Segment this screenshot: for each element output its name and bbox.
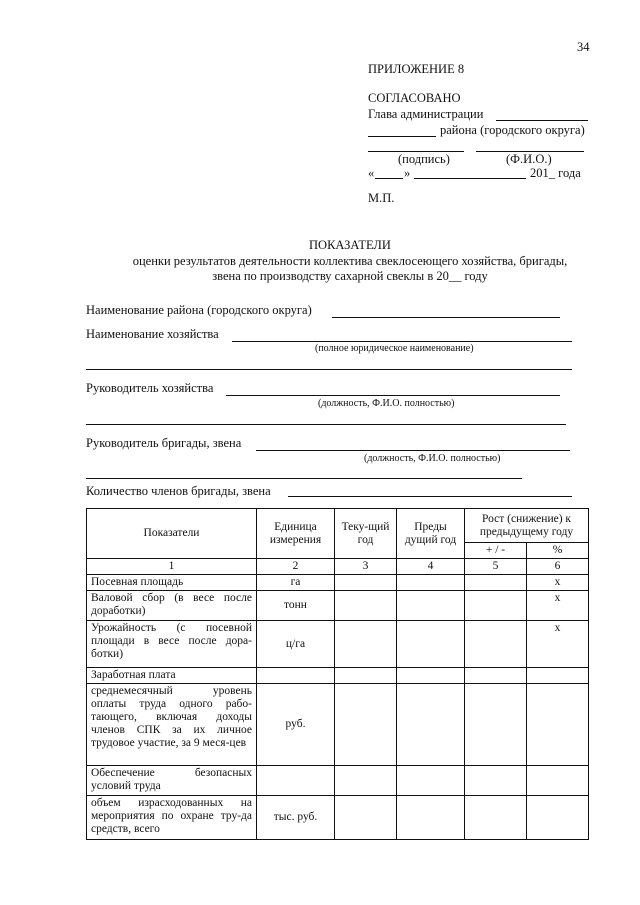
- row-wages-label: Заработная плата: [87, 668, 257, 684]
- members-count-field[interactable]: [288, 496, 572, 497]
- cell-growth[interactable]: [465, 621, 527, 668]
- page-number: 34: [577, 40, 590, 54]
- row-yield-pct: х: [527, 621, 589, 668]
- cell-current[interactable]: [335, 621, 397, 668]
- col-number-2: 2: [257, 559, 335, 575]
- date-close-quote: »: [404, 166, 411, 180]
- row-monthly-pay-unit: руб.: [257, 684, 335, 766]
- farm-name-field[interactable]: [232, 341, 572, 342]
- table-row: [87, 591, 589, 621]
- header-current-year: Теку-щий год: [335, 509, 397, 559]
- farm-name-hint: (полное юридическое наименование): [315, 343, 474, 354]
- row-sown-area-label: Посевная площадь: [87, 575, 257, 591]
- header-indicators: Показатели: [87, 509, 257, 559]
- cell-previous[interactable]: [397, 796, 465, 840]
- cell-growth[interactable]: [465, 796, 527, 840]
- title-line-1: оценки результатов деятельности коллектива свеклосеющего хозяйства, бригады,: [132, 254, 568, 268]
- table-row: [87, 766, 589, 796]
- district-name-field[interactable]: [332, 317, 560, 318]
- header-plus-minus: + / -: [465, 543, 527, 559]
- header-previous-year: Преды дущий год: [397, 509, 465, 559]
- date-month-line: [414, 178, 526, 179]
- cell-growth[interactable]: [465, 684, 527, 766]
- title-line-2: звена по производству сахарной свеклы в 20__ году: [212, 269, 488, 283]
- cell-current[interactable]: [335, 684, 397, 766]
- row-yield-label: Урожайность (с посевной площади в весе после дора-ботки): [87, 621, 257, 668]
- farm-head-field-2[interactable]: [86, 424, 566, 425]
- farm-head-field[interactable]: [226, 395, 560, 396]
- col-number-4: 4: [397, 559, 465, 575]
- cell-current[interactable]: [335, 796, 397, 840]
- brigade-head-field[interactable]: [256, 450, 570, 451]
- cell-growth[interactable]: [465, 575, 527, 591]
- col-number-5: 5: [465, 559, 527, 575]
- district-name-label: Наименование района (городского округа): [86, 303, 312, 317]
- brigade-head-hint: (должность, Ф.И.О. полностью): [364, 453, 501, 464]
- col-number-1: 1: [87, 559, 257, 575]
- brigade-head-field-2[interactable]: [86, 478, 522, 479]
- fio-caption: (Ф.И.О.): [506, 152, 552, 166]
- header-percent: %: [527, 543, 589, 559]
- members-count-label: Количество членов бригады, звена: [86, 484, 271, 498]
- title-main: ПОКАЗАТЕЛИ: [309, 238, 391, 252]
- cell-current[interactable]: [335, 591, 397, 621]
- farm-head-label: Руководитель хозяйства: [86, 381, 214, 395]
- row-safety-spend-unit: тыс. руб.: [257, 796, 335, 840]
- row-gross-harvest-pct: х: [527, 591, 589, 621]
- indicators-table: [86, 508, 589, 840]
- header-unit: Единица измерения: [257, 509, 335, 559]
- appendix-label: ПРИЛОЖЕНИЕ 8: [368, 62, 465, 76]
- row-gross-harvest-label: Валовой сбор (в весе после доработки): [87, 591, 257, 621]
- date-year: 201_ года: [530, 166, 581, 180]
- stamp-label: М.П.: [368, 191, 395, 205]
- brigade-head-label: Руководитель бригады, звена: [86, 436, 242, 450]
- row-yield-unit: ц/га: [257, 621, 335, 668]
- table-row: [87, 796, 589, 840]
- table-row: [87, 668, 589, 684]
- row-sown-area-unit: га: [257, 575, 335, 591]
- head-signature-line: [496, 120, 588, 121]
- col-number-3: 3: [335, 559, 397, 575]
- cell-percent[interactable]: [527, 796, 589, 840]
- farm-head-hint: (должность, Ф.И.О. полностью): [318, 398, 455, 409]
- row-gross-harvest-unit: тонн: [257, 591, 335, 621]
- table-row: [87, 684, 589, 766]
- row-safety-label: Обеспечение безопасных условий труда: [87, 766, 257, 796]
- header-growth: Рост (снижение) к предыдущему году: [465, 509, 589, 543]
- cell-previous[interactable]: [397, 684, 465, 766]
- row-sown-area-pct: х: [527, 575, 589, 591]
- date-day-line: [375, 178, 403, 179]
- farm-name-field-2[interactable]: [86, 369, 572, 370]
- signature-caption: (подпись): [398, 152, 450, 166]
- date-open-quote: «: [368, 166, 375, 180]
- cell-growth[interactable]: [465, 591, 527, 621]
- district-name-line: [368, 136, 436, 137]
- cell-percent[interactable]: [527, 684, 589, 766]
- table-row: [87, 621, 589, 668]
- district-label: района (городского округа): [440, 123, 585, 137]
- farm-name-label: Наименование хозяйства: [86, 327, 219, 341]
- cell-previous[interactable]: [397, 621, 465, 668]
- approved-label: СОГЛАСОВАНО: [368, 91, 461, 105]
- cell-current[interactable]: [335, 575, 397, 591]
- head-of-admin-label: Глава администрации: [368, 107, 484, 121]
- cell-previous[interactable]: [397, 591, 465, 621]
- table-row: [87, 575, 589, 591]
- cell-previous[interactable]: [397, 575, 465, 591]
- col-number-6: 6: [527, 559, 589, 575]
- row-monthly-pay-label: среднемесячный уровень оплаты труда одного рабо-тающего, включая доходы членов СПК за их личное трудовое участие, за 9 меся-цев: [87, 684, 257, 766]
- row-safety-spend-label: объем израсходованных на мероприятия по охране тру-да средств, всего: [87, 796, 257, 840]
